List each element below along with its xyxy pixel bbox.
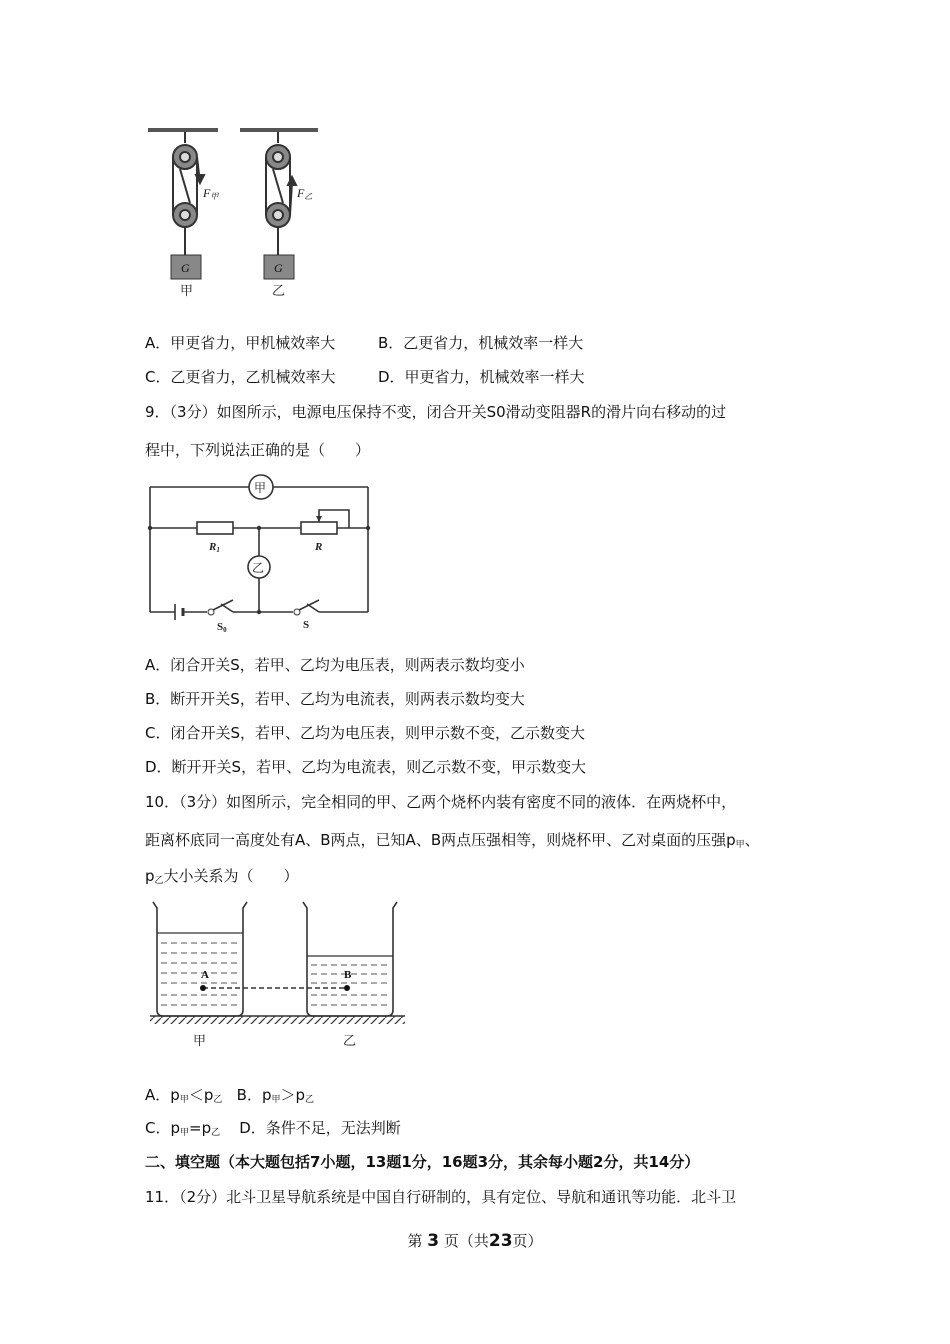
weight-label-yi: G — [274, 261, 283, 275]
beaker-yi — [303, 902, 397, 1016]
force-label-yi: F乙 — [297, 186, 313, 201]
q9-option-a: A．闭合开关S，若甲、乙均为电压表，则两表示数均变小 — [145, 656, 525, 674]
beaker-figure — [145, 898, 410, 1053]
q8-option-b: B．乙更省力，机械效率一样大 — [378, 334, 584, 352]
meter-yi-label: 乙 — [252, 561, 265, 575]
beaker-label-yi: 乙 — [343, 1034, 357, 1049]
rheostat-r — [301, 522, 337, 534]
circuit-figure — [145, 474, 375, 634]
q10-options-ab — [145, 1085, 314, 1110]
q10-stem-line2: 距离杯底同一高度处有A、B两点，已知A、B两点压强相等，则烧杯甲、乙对桌面的压强$p_甲$、 — [145, 831, 760, 850]
point-a-label: A — [201, 969, 209, 981]
battery — [175, 604, 183, 620]
q9-option-d: D．断开开关S，若甲、乙均为电流表，则乙示数不变，甲示数变大 — [145, 758, 587, 776]
fig-label-jia: 甲 — [180, 284, 194, 299]
weight-label-jia: G — [181, 261, 190, 275]
r-label: R — [315, 541, 323, 553]
q10-option-c: C．$p_甲=p_乙$ — [145, 1119, 221, 1138]
beaker-jia — [153, 902, 247, 1016]
point-b-label: B — [344, 969, 352, 981]
pulley-system-yi — [266, 132, 296, 255]
pulley-system-jia — [173, 132, 204, 255]
total-pages: 23 — [488, 1231, 513, 1251]
point-b — [344, 985, 350, 991]
q10-option-d: D．条件不足，无法判断 — [239, 1119, 401, 1137]
q8-option-c: C．乙更省力，乙机械效率大 — [145, 368, 336, 386]
beaker-label-jia: 甲 — [193, 1034, 207, 1049]
q9-stem-line2: 程中，下列说法正确的是（ ） — [145, 441, 371, 459]
slider-arrow — [316, 516, 322, 522]
q8-option-a: A．甲更省力，甲机械效率大 — [145, 334, 336, 352]
q8-option-d: D．甲更省力，机械效率一样大 — [378, 368, 585, 386]
s-label: S — [303, 619, 310, 631]
page-footer: 第 3 页（共23页） — [407, 1231, 543, 1251]
q9-stem-line1: 9．（3分）如图所示，电源电压保持不变，闭合开关S0滑动变阻器R的滑片向右移动的过 — [145, 403, 727, 421]
meter-jia-label: 甲 — [254, 481, 267, 495]
ceiling-right — [240, 128, 318, 132]
s0-label: S0 — [217, 621, 227, 634]
pulley-figure — [140, 125, 330, 300]
q10-option-b: B．$p_甲>p_乙$ — [236, 1086, 315, 1105]
resistor-r1 — [197, 522, 233, 534]
q10-stem-line1: 10．（3分）如图所示，完全相同的甲、乙两个烧杯内装有密度不同的液体．在两烧杯中， — [145, 793, 737, 811]
ceiling-left — [148, 128, 218, 132]
q9-option-c: C．闭合开关S，若甲、乙均为电压表，则甲示数不变，乙示数变大 — [145, 724, 585, 742]
q11-stem-line1: 11．（2分）北斗卫星导航系统是中国自行研制的，具有定位、导航和通讯等功能．北斗卫 — [145, 1188, 737, 1206]
table-surface — [150, 1016, 405, 1024]
q10-options-cd — [145, 1118, 401, 1143]
force-label-jia: F甲 — [203, 186, 219, 201]
switch-s — [294, 600, 319, 615]
point-a — [200, 985, 206, 991]
q10-option-a: A．$p_甲<p_乙$ — [145, 1086, 223, 1105]
q10-stem-line3: $p_乙$大小关系为（ ） — [145, 867, 299, 886]
fig-label-yi: 乙 — [272, 284, 286, 299]
r1-label: R1 — [209, 541, 220, 554]
page-number: 3 — [427, 1231, 440, 1251]
switch-s0 — [208, 600, 233, 615]
q9-option-b: B．断开开关S，若甲、乙均为电流表，则两表示数均变大 — [145, 690, 525, 708]
section-2-heading: 二、填空题（本大题包括7小题，13题1分，16题3分，其余每小题2分，共14分） — [145, 1153, 700, 1171]
